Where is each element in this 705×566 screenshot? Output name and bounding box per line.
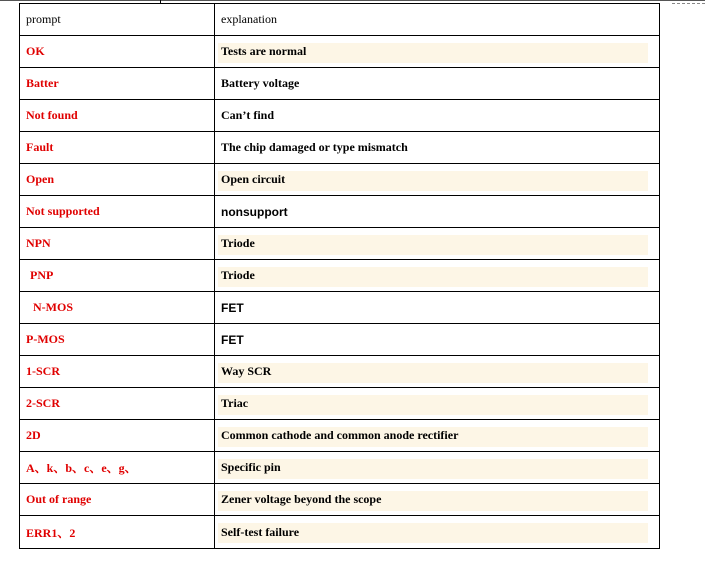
table-row [20,420,659,452]
explanation-text: Zener voltage beyond the scope [221,492,382,506]
prompt-cell: Open [20,164,215,195]
prompt-cell: Batter [20,68,215,99]
table-row [20,36,659,68]
cell-highlight [218,235,648,255]
top-border-line [0,0,705,1]
explanation-text: nonsupport [221,204,288,219]
explanation-cell [215,324,659,355]
table-row [20,292,659,324]
table-row [20,260,659,292]
explanation-cell [215,516,659,548]
explanation-cell [215,68,659,99]
explanation-text: Can’t find [221,108,275,122]
explanation-cell [215,196,659,227]
header-explanation: explanation [221,12,277,26]
explanation-cell [215,228,659,259]
explanation-text: Battery voltage [221,76,300,90]
explanation-text: The chip damaged or type mismatch [221,140,408,154]
table-row [20,68,659,100]
prompt-cell: ERR1、2 [20,516,215,548]
explanation-text: Open circuit [221,172,286,186]
cell-highlight [218,267,648,287]
prompt-cell: 2-SCR [20,388,215,419]
table-row [20,164,659,196]
table-row [20,196,659,228]
prompt-cell: 1-SCR [20,356,215,387]
prompt-cell: N-MOS [20,292,215,323]
cell-highlight [218,395,648,415]
table-row [20,356,659,388]
explanation-cell [215,420,659,451]
explanation-cell [215,100,659,131]
header-prompt: prompt [20,4,215,35]
explanation-cell [215,164,659,195]
explanation-text: Common cathode and common anode rectifier [221,428,459,442]
explanation-cell [215,388,659,419]
explanation-cell [215,132,659,163]
table-row [20,484,659,516]
prompt-cell: 2D [20,420,215,451]
explanation-cell [215,292,659,323]
explanation-text: Way SCR [221,364,272,378]
explanation-text: Triac [221,396,249,410]
prompt-cell: PNP [20,260,215,291]
explanation-text: Triode [221,268,255,282]
prompt-cell: Not found [20,100,215,131]
prompt-cell: P-MOS [20,324,215,355]
explanation-text: FET [221,332,244,347]
prompt-cell: NPN [20,228,215,259]
explanation-cell [215,36,659,67]
top-dashed-line [672,3,705,5]
explanation-text: Self-test failure [221,524,300,539]
table-header-row [20,4,659,36]
explanation-cell [215,452,659,483]
explanation-cell [215,260,659,291]
prompt-cell: Out of range [20,484,215,515]
table-row [20,388,659,420]
explanation-cell [215,484,659,515]
cell-highlight [218,363,648,383]
prompt-cell: A、k、b、c、e、g、 [20,452,215,483]
prompt-cell: OK [20,36,215,67]
prompt-explanation-table [19,3,660,549]
table-row [20,452,659,484]
explanation-cell [215,356,659,387]
prompt-cell: Not supported [20,196,215,227]
table-row [20,228,659,260]
cell-highlight [218,459,648,479]
table-row [20,100,659,132]
prompt-cell: Fault [20,132,215,163]
table-row [20,516,659,548]
explanation-text: Triode [221,236,255,250]
table-row [20,132,659,164]
table-row [20,324,659,356]
explanation-text: FET [221,300,244,315]
explanation-text: Specific pin [221,460,281,474]
explanation-text: Tests are normal [221,44,307,58]
